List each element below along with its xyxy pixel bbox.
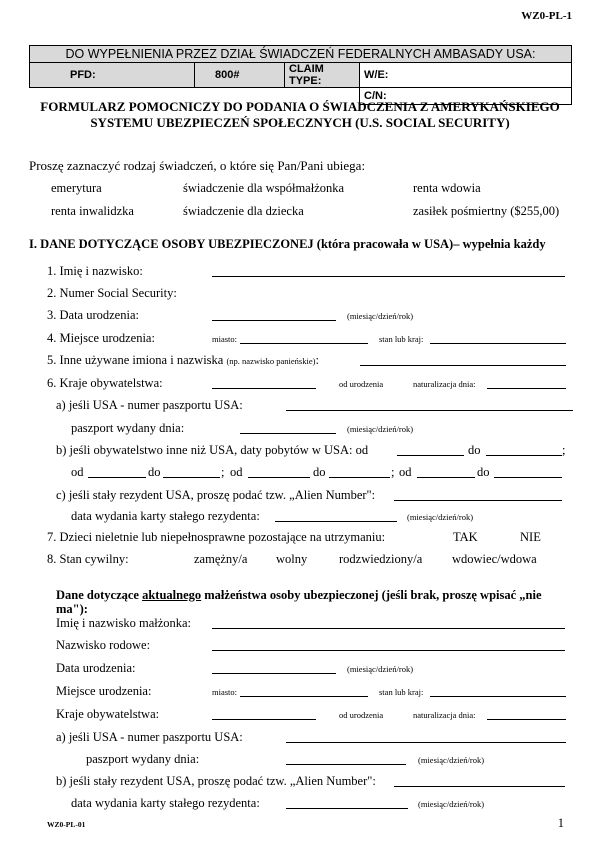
spouse-state-field[interactable]	[430, 696, 566, 697]
form-code-bottom: WZ0-PL-01	[47, 820, 86, 829]
spouse-from-birth[interactable]: od urodzenia	[339, 710, 384, 720]
q4-label: 4. Miejsce urodzenia:	[47, 331, 155, 345]
spouse-maiden-field[interactable]	[212, 650, 565, 651]
spouse-passport-issued-field[interactable]	[286, 764, 406, 765]
q6b-label: b) jeśli obywatelstwo inne niż USA, daty pobytów w USA: od	[56, 443, 369, 457]
q2-label: 2. Numer Social Security:	[47, 286, 177, 300]
claim-type-label: CLAIM TYPE:	[285, 63, 360, 88]
q6b-from-4[interactable]	[417, 477, 475, 478]
q1-label: 1. Imię i nazwisko:	[47, 264, 143, 278]
q7-no[interactable]: NIE	[520, 530, 541, 544]
spouse-passport-issued-label: paszport wydany dnia:	[86, 752, 200, 766]
marital-married[interactable]: zamężny/a	[194, 552, 248, 566]
q6b-to-label-1: do	[468, 443, 481, 457]
q8-label: 8. Stan cywilny:	[47, 552, 129, 566]
spouse-card-date-field[interactable]	[286, 808, 408, 809]
q6a-label: a) jeśli USA - numer paszportu USA:	[56, 398, 243, 412]
q6b-from-2[interactable]	[88, 477, 146, 478]
q6-country-field[interactable]	[212, 388, 316, 389]
office-box-title: DO WYPEŁNIENIA PRZEZ DZIAŁ ŚWIADCZEŃ FEDERALNYCH AMBASADY USA:	[30, 46, 572, 63]
spouse-maiden-label: Nazwisko rodowe:	[56, 638, 151, 652]
q4-city-label: miasto:	[212, 334, 238, 344]
spouse-naturalization[interactable]: naturalizacja dnia:	[413, 710, 476, 720]
q6b-to-2[interactable]	[163, 477, 220, 478]
q6b-semi-1: ;	[562, 443, 566, 457]
q7-label: 7. Dzieci nieletnie lub niepełnosprawne pozostające na utrzymaniu:	[47, 530, 386, 544]
marital-divorced[interactable]: rodzwiedziony/a	[339, 552, 423, 566]
spouse-title-line2: ma"):	[56, 602, 88, 616]
q6b-to-1[interactable]	[486, 455, 562, 456]
q5-label	[47, 353, 319, 368]
q1-name-field[interactable]	[212, 276, 565, 277]
benefits-prompt: Proszę zaznaczyć rodzaj świadczeń, o które się Pan/Pani ubiega:	[29, 158, 366, 173]
spouse-birth-date-field[interactable]	[212, 673, 336, 674]
spouse-alien-field[interactable]	[394, 786, 565, 787]
spouse-birth-date-label: Data urodzenia:	[56, 661, 136, 675]
code-800: 800#	[195, 63, 285, 88]
q7-yes[interactable]: TAK	[453, 530, 478, 544]
form-heading-line1: FORMULARZ POMOCNICZY DO PODANIA O ŚWIADCZENIA Z AMERYKAŃSKIEGO	[40, 99, 560, 114]
q6b-from-3[interactable]	[248, 477, 310, 478]
spouse-title-pre: Dane dotyczące	[56, 588, 143, 602]
benefit-disability[interactable]: renta inwalidzka	[51, 204, 134, 218]
q6-naturalization[interactable]: naturalizacja dnia:	[413, 379, 476, 389]
q4-city-field[interactable]	[240, 343, 368, 344]
q6c-card-date-field[interactable]	[275, 521, 397, 522]
q6a-issued-field[interactable]	[240, 433, 336, 434]
q6b-semi-2: ;	[221, 465, 225, 479]
q6b-from-label-4: od	[399, 465, 412, 479]
spouse-card-date-label: data wydania karty stałego rezydenta:	[71, 796, 260, 810]
benefit-death[interactable]: zasiłek pośmiertny ($255,00)	[413, 204, 560, 218]
q6b-semi-3: ;	[391, 465, 395, 479]
q5-colon: :	[315, 353, 319, 367]
q6b-to-label-2: do	[148, 465, 161, 479]
spouse-citizenship-label: Kraje obywatelstwa:	[56, 707, 160, 721]
marital-single[interactable]: wolny	[276, 552, 308, 566]
q6-label: 6. Kraje obywatelstwa:	[47, 376, 163, 390]
spouse-passport-label: a) jeśli USA - numer paszportu USA:	[56, 730, 243, 744]
spouse-birth-place-label: Miejsce urodzenia:	[56, 684, 152, 698]
benefit-child[interactable]: świadczenie dla dziecka	[183, 204, 304, 218]
benefit-retirement[interactable]: emerytura	[51, 181, 102, 195]
section1-title: I. DANE DOTYCZĄCE OSOBY UBEZPIECZONEJ (która pracowała w USA)– wypełnia każdy	[29, 237, 546, 251]
spouse-city-field[interactable]	[240, 696, 368, 697]
pfd-label: PFD:	[30, 63, 195, 88]
spouse-date-hint: (miesiąc/dzień/rok)	[347, 664, 414, 674]
benefit-widow[interactable]: renta wdowia	[413, 181, 481, 195]
q4-state-label: stan lub kraj:	[379, 334, 424, 344]
spouse-title	[56, 588, 542, 603]
q6b-to-label-3: do	[313, 465, 326, 479]
spouse-title-post: małżeństwa osoby ubezpieczonej (jeśli brak, proszę wpisać „nie	[201, 588, 542, 602]
q6-naturalization-field[interactable]	[487, 388, 566, 389]
spouse-naturalization-field[interactable]	[487, 719, 566, 720]
q6c-card-date-label: data wydania karty stałego rezydenta:	[71, 509, 260, 523]
q6b-to-4[interactable]	[494, 477, 562, 478]
form-heading-line2: SYSTEMU UBEZPIECZEŃ SPOŁECZNYCH (U.S. SOCIAL SECURITY)	[90, 115, 510, 130]
q6b-to-3[interactable]	[329, 477, 390, 478]
q4-state-field[interactable]	[430, 343, 566, 344]
spouse-country-field[interactable]	[212, 719, 316, 720]
office-use-box	[29, 45, 572, 105]
marital-widowed[interactable]: wdowiec/wdowa	[452, 552, 537, 566]
q3-date-field[interactable]	[212, 320, 336, 321]
q5-names-field[interactable]	[360, 365, 566, 366]
page-number: 1	[557, 816, 564, 830]
q6b-from-label-3: od	[230, 465, 243, 479]
q6a-passport-field[interactable]	[286, 410, 573, 411]
spouse-alien-label: b) jeśli stały rezydent USA, proszę podać tzw. „Alien Number":	[56, 774, 376, 788]
q5-hint: (np. nazwisko panieńskie)	[226, 356, 316, 366]
spouse-state-label: stan lub kraj:	[379, 687, 424, 697]
spouse-card-date-hint: (miesiąc/dzień/rok)	[418, 799, 485, 809]
form-code-top: WZ0-PL-1	[521, 10, 572, 22]
q6c-label: c) jeśli stały rezydent USA, proszę podać tzw. „Alien Number":	[56, 488, 376, 502]
q6c-date-hint: (miesiąc/dzień/rok)	[407, 512, 474, 522]
q6a-issued-label: paszport wydany dnia:	[71, 421, 185, 435]
q6b-from-label-2: od	[71, 465, 84, 479]
spouse-title-underlined: aktualnego	[142, 588, 202, 602]
q5-text: 5. Inne używane imiona i nazwiska	[47, 353, 224, 367]
spouse-city-label: miasto:	[212, 687, 238, 697]
spouse-name-field[interactable]	[212, 628, 565, 629]
q3-label: 3. Data urodzenia:	[47, 308, 139, 322]
q6a-date-hint: (miesiąc/dzień/rok)	[347, 424, 414, 434]
cn-field[interactable]: C/N:	[360, 88, 572, 105]
spouse-name-label: Imię i nazwisko małżonka:	[56, 616, 192, 630]
benefit-spouse[interactable]: świadczenie dla współmałżonka	[183, 181, 345, 195]
q6-from-birth[interactable]: od urodzenia	[339, 379, 384, 389]
we-field[interactable]: W/E:	[360, 63, 572, 88]
spouse-issued-date-hint: (miesiąc/dzień/rok)	[418, 755, 485, 765]
q6c-alien-field[interactable]	[394, 500, 562, 501]
q3-date-hint: (miesiąc/dzień/rok)	[347, 311, 414, 321]
q6b-to-label-4: do	[477, 465, 490, 479]
spouse-passport-field[interactable]	[286, 742, 566, 743]
q6b-from-1[interactable]	[397, 455, 464, 456]
